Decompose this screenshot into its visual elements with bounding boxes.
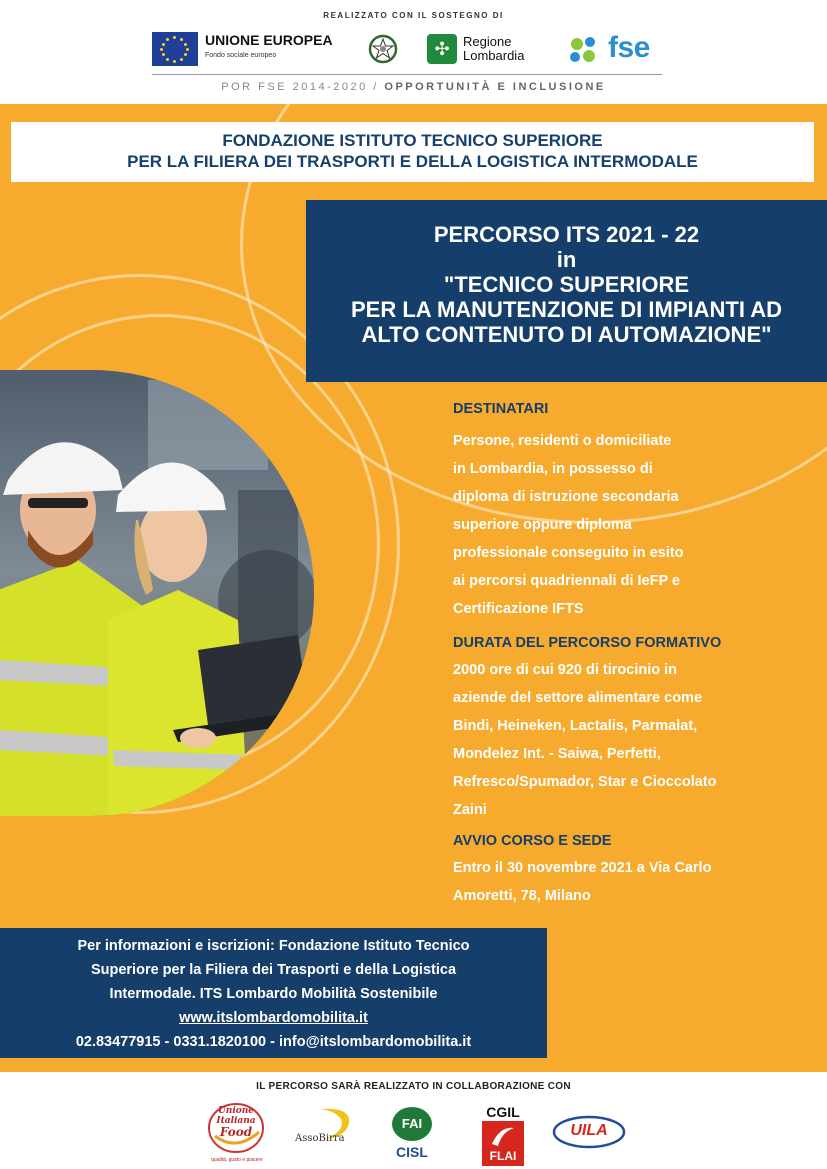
course-info bbox=[453, 400, 823, 910]
eu-subtitle: Fondo sociale europeo bbox=[205, 52, 277, 59]
fai-cisl-logo: FAI CISL bbox=[390, 1105, 434, 1165]
body-line: Zaini bbox=[453, 802, 487, 818]
section-body bbox=[453, 656, 823, 824]
assobirra-logo: AssoBirra bbox=[291, 1107, 366, 1159]
body-line: superiore oppure diploma bbox=[453, 517, 632, 533]
regione-lombardia-label: Regione Lombardia bbox=[463, 34, 525, 63]
section-heading: DURATA DEL PERCORSO FORMATIVO bbox=[453, 635, 722, 651]
eu-flag-icon bbox=[152, 32, 198, 66]
header-divider bbox=[152, 74, 662, 75]
engineers-photo bbox=[0, 370, 314, 816]
course-title-line: PERCORSO ITS 2021 - 22 bbox=[433, 222, 700, 247]
section-heading: AVVIO CORSO E SEDE bbox=[453, 833, 612, 849]
course-title-line: "TECNICO SUPERIORE bbox=[443, 272, 690, 297]
partners-caption: IL PERCORSO SARÀ REALIZZATO IN COLLABORAZIONE CON bbox=[256, 1081, 571, 1092]
section-heading: DESTINATARI bbox=[453, 401, 549, 417]
engineers-illustration bbox=[0, 370, 314, 816]
section-avvio bbox=[453, 832, 823, 910]
section-body bbox=[453, 427, 823, 623]
website-link[interactable]: www.itslombardomobilita.it bbox=[179, 1010, 368, 1026]
contact-line: Per informazioni e iscrizioni: Fondazione Istituto Tecnico bbox=[77, 938, 470, 954]
sponsor-header bbox=[0, 0, 827, 104]
body-line: professionale conseguito in esito bbox=[453, 545, 684, 561]
unione-italiana-food-logo: Unione Italiana Food qualità, gusto e piacere bbox=[201, 1102, 271, 1164]
por-fse-line: POR FSE 2014-2020 / OPPORTUNITÀ E INCLUSIONE bbox=[221, 81, 606, 93]
body-line: Certificazione IFTS bbox=[453, 601, 584, 617]
partners-footer bbox=[0, 1072, 827, 1169]
sponsor-logos bbox=[0, 30, 827, 70]
foundation-line: PER LA FILIERA DEI TRASPORTI E DELLA LOGISTICA INTERMODALE bbox=[127, 152, 698, 171]
foundation-title-box bbox=[11, 122, 814, 182]
body-line: Amoretti, 78, Milano bbox=[453, 888, 591, 904]
body-line: Bindi, Heineken, Lactalis, Parmalat, bbox=[453, 718, 698, 734]
body-line: Refresco/Spumador, Star e Cioccolato bbox=[453, 774, 717, 790]
cgil-flai-logo: CGIL FLAI bbox=[478, 1104, 528, 1168]
contact-line: Intermodale. ITS Lombardo Mobilità Sostenibile bbox=[109, 986, 438, 1002]
body-line: ai percorsi quadriennali di IeFP e bbox=[453, 573, 680, 589]
fse-icon bbox=[565, 34, 605, 66]
fse-label: fse bbox=[608, 31, 650, 64]
body-line: diploma di istruzione secondaria bbox=[453, 489, 679, 505]
regione-lombardia-icon: ✣ bbox=[427, 34, 457, 64]
uila-logo: UILA bbox=[552, 1115, 626, 1149]
italian-republic-emblem-icon bbox=[368, 32, 398, 66]
eu-title: UNIONE EUROPEA bbox=[205, 32, 333, 48]
course-title-line: in bbox=[556, 247, 577, 272]
body-line: in Lombardia, in possesso di bbox=[453, 461, 653, 477]
body-line: Entro il 30 novembre 2021 a Via Carlo bbox=[453, 860, 712, 876]
course-title-box bbox=[306, 200, 827, 382]
contact-phones-email: 02.83477915 - 0331.1820100 - info@itslombardomobilita.it bbox=[75, 1034, 472, 1050]
contact-box bbox=[0, 928, 547, 1058]
foundation-line: FONDAZIONE ISTITUTO TECNICO SUPERIORE bbox=[222, 131, 603, 150]
course-title-line: ALTO CONTENUTO DI AUTOMAZIONE" bbox=[361, 322, 772, 347]
body-line: Mondelez Int. - Saiwa, Perfetti, bbox=[453, 746, 661, 762]
sponsor-caption: REALIZZATO CON IL SOSTEGNO DI bbox=[323, 11, 504, 20]
section-durata bbox=[453, 634, 823, 824]
contact-line: Superiore per la Filiera dei Trasporti e della Logistica bbox=[90, 962, 457, 978]
course-title-line: PER LA MANUTENZIONE DI IMPIANTI AD bbox=[350, 297, 783, 322]
section-destinatari bbox=[453, 400, 823, 623]
body-line: Persone, residenti o domiciliate bbox=[453, 433, 672, 449]
body-line: 2000 ore di cui 920 di tirocinio in bbox=[453, 662, 678, 678]
body-line: aziende del settore alimentare come bbox=[453, 690, 703, 706]
section-body bbox=[453, 854, 823, 910]
